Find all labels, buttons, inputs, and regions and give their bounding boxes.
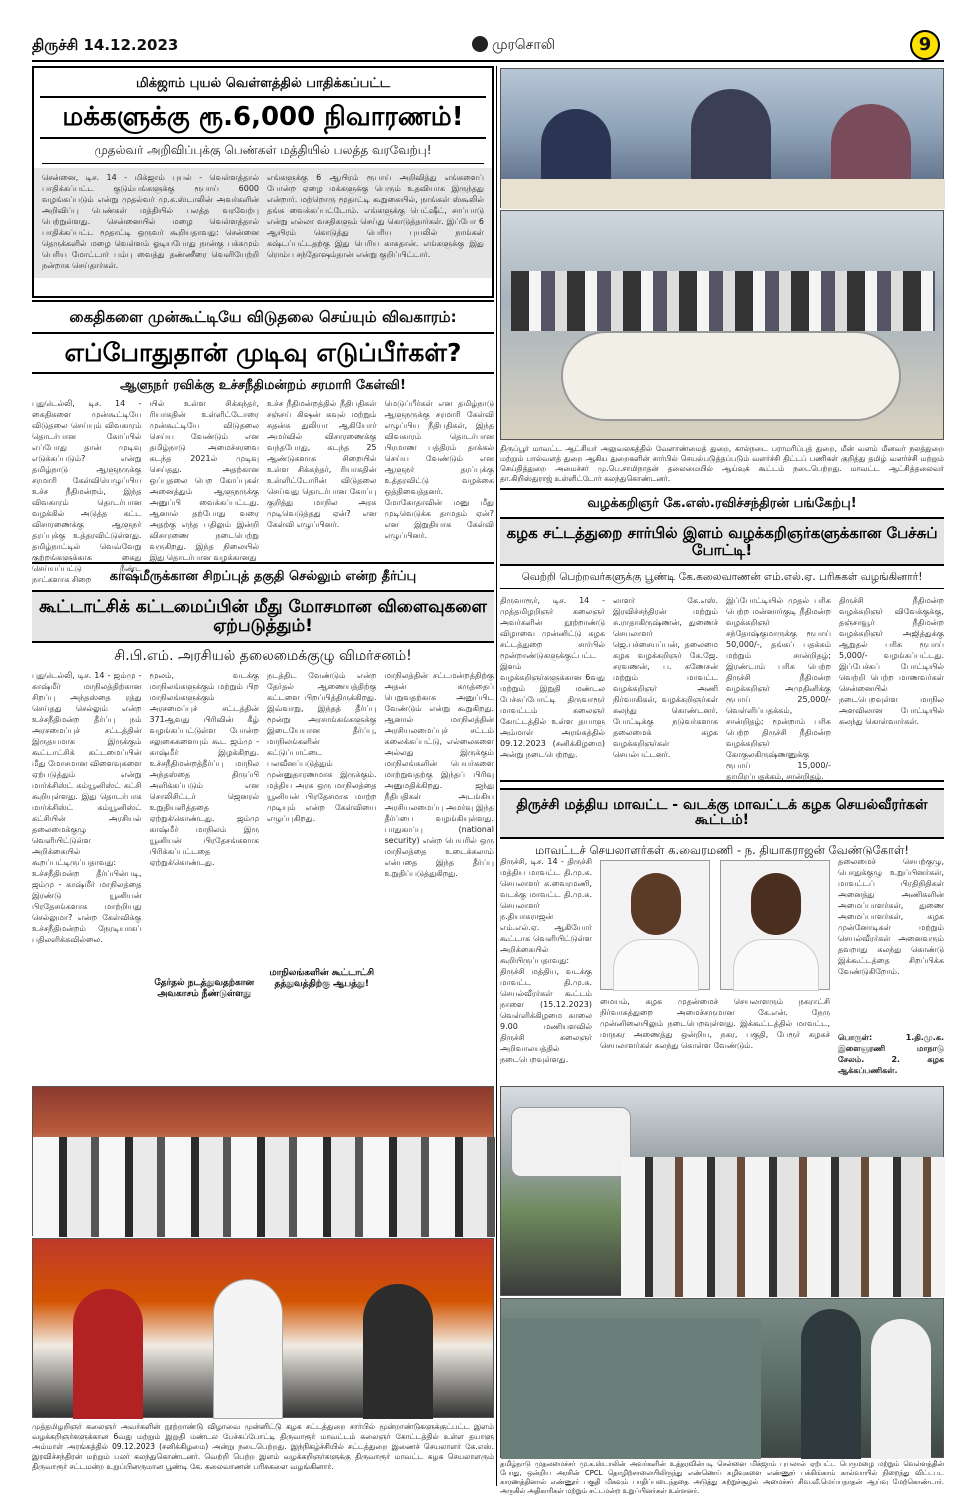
water-surface — [501, 1319, 761, 1459]
column-divider — [496, 66, 497, 1486]
person-silhouette — [801, 1309, 861, 1459]
debate-col-1: திருவாரூர், டிச. 14 - முத்தமிழறிஞர் கலைஞர் அவர்களின் நூற்றாண்டு விழாவை முன்னிட்டு கழக சட்டத்துறை சார்பில் மூன்றாண்டுகளுக்குட்பட்ட இளம் வழக்கறிஞர்களுக்கான 6வது மற்றும் இறுதி மண்டல பேச்சுப்போட்டி திருவாரூர் மாவட்டம் கலைஞர் கோட்டத்தில் உள்ள தயாளு அம்மாள் அரங்கத்தில் 09.12.2023 (சனிக்கிழமை) அன்று நடைபெற்றது. — [500, 596, 605, 759]
person-silhouette — [871, 1319, 931, 1459]
governor-col-1: புதுடெல்லி, டிச. 14 - கைதிகளை முன்கூட்டியே விடுதலை செய்யும் விவகாரம் தொடர்பான கோப்பில் எப்போது தான் முடிவு எடுக்கப்படும்? என்று தமிழ்நாடு ஆளுநருக்கு சரமாரி கேள்வியெழுப்பிய உச்ச நீதிமன்றம், இந்த விவகாரம் தொடர்பான வழக்கில் அடுத்த கட்ட விசாரணைக்கு ஆளுநர் தரப்புக்கு உத்தரவிட்டுள்ளது. தமிழ்நாட்டில் வெவ்வேறு குற்றங்களுக்காக கைது செய்யப்பட்டு நீண்ட நாட்களாக சிறை — [32, 398, 142, 584]
kashmir-columns — [32, 670, 494, 1100]
trichy-col-3: தலைமைச் செயற்குழு, பொதுக்குழு உறுப்பினர்கள், மாவட்டப் பிரதிநிதிகள் அனைத்து அணிகளின் அமைப்பாளர்கள், துணை அமைப்பாளர்கள், கழக முன்னோடிகள் மற்றும் செயல்வீரர்கள் அனைவரும் தவறாது கலந்து கொண்டு இக்கூட்டத்தை சிறப்பிக்க வேண்டுகிறோம். — [838, 857, 944, 976]
masthead — [32, 28, 944, 62]
person-silhouette — [73, 1289, 143, 1419]
debate-columns — [500, 595, 944, 791]
attendees-row — [511, 271, 935, 331]
inspection-caption: தமிழ்நாடு முதலமைச்சர் மு.க.ஸ்டாலின் அவர்களின் உத்தரவின்படி சென்னை மிக்ஜாம் புயலால் ஏற்பட்ட பெருமழை மற்றும் வெள்ளத்தின் போது, ஒன்றிய அரசின் CPCL தொழிற்சாலையிலிருந்து எண்ணெய் கழிவுகளை எண்ணூர் பக்கிங்காம் கால்வாயில் நிறைந்து விட்டபட காரணத்தினால் எண்ணூர் பகுதி மிகவும் பாதிப்படைந்ததை அடுத்து சுற்றுச்சூழல் அமைச்சர் சிவ.வீ.மெய்யநாதன் ஆய்வு மேற்கொண்டார். அருகில் அதிகாரிகள் மற்றும் சட்டமன்ற உறுப்பினர்கள் உள்ளனர். — [500, 1460, 944, 1495]
shirt-icon — [613, 939, 699, 991]
meeting-photo-bottom — [500, 210, 944, 440]
shirt-icon — [733, 939, 819, 991]
kashmir-col-1: புதுடெல்லி, டிச. 14 - ஜம்மு - காஷ்மீர் மாநிலத்திற்கான சிறப்பு அந்தஸ்தை ரத்து செய்தது செல்லும் என்ற உச்சநீதிமன்ற தீர்ப்பு நம் அரசமைப்புச் சட்டத்தின் இருதயமாக இருக்கும் கூட்டாட்சிக் கட்டமைப்பின் மீது மோசமான விளைவுகளை ஏற்படுத்தும் என்று மார்க்சிஸ்ட் கம்யூனிஸ்ட் கட்சி கூறியுள்ளது. இது தொடர்பாக மார்க்சிஸ்ட் கம்யூனிஸ்ட் கட்சியின் அரசியல் தலைமைக்குழு வெளியிட்டுள்ள அறிக்கையில் கூறப்பட்டிருப்பதாவது: உச்சநீதிமன்ற தீர்ப்பின்படி, ஜம்மு - காஷ்மீர் மாநிலத்தை இரண்டு யூனியன் பிரதேசங்களாக மாற்றியது செல்லுமா? என்ற கேள்விக்கு உச்சநீதிமன்றம் நேரடியாகப் பதிலளிக்கவில்லை. — [32, 671, 142, 945]
ceremony-photo-bottom — [32, 1238, 494, 1418]
kashmir-sidehead-2: மாநிலங்களின் கூட்டாட்சி தத்துவத்திற்கு ஆபத்து! — [269, 968, 375, 990]
meeting-photo-caption: திருப்பூர் மாவட்ட ஆட்சியர் அலுவலகத்தில் வேளாண்மைத் துறை, கால்நடை பராமரிப்புத் துறை, மீன் வளம் மீனவர் நலத்துறை மற்றும் பால்வளத் துறை ஆகிய துறைகளின் சார்பில் செயல்படுத்தப்படும் வளர்ச்சி திட்டப் பணிகள் குறித்து தமிழ் வளர்ச்சி மற்றும் செய்தித்துறை அமைச்சர் மு.பெ.சாமிநாதன் தலைமையில் ஆய்வுக் கூட்டம் நடைபெற்றது. மாவட்ட ஆட்சித்தலைவர் தா.கிறிஸ்துராஜ் உள்ளிட்டோர் கலந்துகொண்டனர். — [500, 444, 944, 483]
sun-logo-icon — [472, 36, 488, 52]
table-surface — [501, 179, 945, 209]
relief-col-1: சென்னை, டிச. 14 - மிக்ஜாம் புயல் - வெள்ளத்தால் பாதிக்கப்பட்ட குடும்பங்களுக்கு ரூபாய் 6000 வழங்கப்படும் என்று முதல்வர் மு.க.ஸ்டாலின் அவர்களின் அறிவிப்பு பெண்கள் மத்தியில் பலத்த வரவேற்பு பெற்றுள்ளது. சென்னையில் மழை வெள்ளத்தால் பாதிக்கப்பட்ட மூதாட்டி ஒருவர் கூறியதாவது: சென்னை தெருக்களில் மழை வெள்ளம் ஓடியபோது நான்கு பக்கமும் பெரிய மோட்டார் பம்பு வைத்து தண்ணீரை வெளியேற்றி நன்றாக செய்தார்கள். — [42, 172, 259, 270]
kashmir-col-3-wrap — [267, 670, 377, 1100]
trichy-col-2: மையம், கழக முதன்மைச் செயலாளரும் நகராட்சி நிர்வாகத்துறை அமைச்சருமான கே.என். நேரு முன்னிலையிலும் நடைபெறவுள்ளது. இக்கூட்டத்தில் மாவட்ட, மாநகர அணைத்து ஒன்றிய, நகர, பகுதி, பேரூர் கழகச் செயலாளர்கள் கலந்து கொள்ள வேண்டும். — [600, 997, 830, 1050]
governor-col-2: யில் உள்ள சிக்கந்தர், ரியாகதின் உள்ளிட்டோரை முன்கூட்டியே விடுதலை செய்ய வேண்டும் என தமிழ்நாடு அமைச்சரவை கடந்த 2021ல் முடிவு செய்தது. அதற்கான ஒப்புதலை பெற கோப்புகள் அனைத்தும் ஆளுநருக்கு அனுப்பி வைக்கப்பட்டது. ஆனால் தற்போது வரை அதற்கு எந்த பதிலும் இன்றி விசாரணை நடைபெற்று வருகிறது. இந்த நிலையில் இது தொடர்பான வழக்கானது — [149, 398, 259, 562]
relief-headline: மக்களுக்கு ரூ.6,000 நிவாரணம்! — [40, 96, 486, 139]
trichy-subhead: மாவட்டச் செயலாளர்கள் க.வைரமணி - ந. தியாகராஜன் வேண்டுகோள்! — [534, 842, 910, 857]
relief-subhead: முதல்வர் அறிவிப்புக்கு பெண்கள் மத்தியில் பலத்த வரவேற்பு! — [42, 143, 484, 164]
thiyagarajan-portrait — [720, 860, 830, 990]
debate-col-3: இப்போட்டியில் முதல் பரிசு பெற்ற மன்னார்குடி நீதிமன்ற வழக்கறிஞர் சந்தோஷ்குமாருக்கு ரூபாய் 50,000/-, தங்கப் பதக்கம் மற்றும் சான்றிதழ்; இரண்டாம் பரிசு பெற்ற திருச்சி நீதிமன்ற வழக்கறிஞர் அமுதினிக்கு ரூபாய் 25,000/- வெள்ளிப்பதக்கம், சான்றிதழ்; மூன்றாம் பரிசு பெற்ற திருச்சி நீதிமன்ற வழக்கறிஞர் கோகுலகிருஷ்ணனுக்கு ரூபாய் 15,000/- தாமிரப்பதக்கம், சான்றிதழ். — [726, 596, 831, 781]
inspection-photo-bottom — [500, 1298, 944, 1458]
relief-col-2: எங்களுக்கு 6 ஆயிரம் ரூபாய் அறிவித்து எங்களைப் போன்ற ஏழை மக்களுக்கு பெரும் உதவியாக இருந்தது என்றார். மற்றொரு மூதாட்டி கூறுகையில், நாங்கள் ஸ்கூலில் தங்க வைக்கப்பட்டோம். எங்களுக்கு பெட்ஷீட், சாப்பாடு என்று எல்லா வசதிகளும் செய்து கொடுத்தார்கள். இப்போ 6 ஆயிரம் கொடுத்து பெரிய புயலில் நாங்கள் கஷ்டப்பட்டதற்கு இது பெரிய காசுதான். எங்களுக்கு இது ரொம்ப சந்தோஷம்தான் என்று குறிப்பிட்டார். — [267, 172, 484, 259]
trichy-headline: திருச்சி மத்திய மாவட்ட - வடக்கு மாவட்டக் கழக செயல்வீரர்கள் கூட்டம்! — [500, 788, 944, 839]
debate-col-2: லாளர் கே.எஸ். இரவிச்சந்திரன் மற்றும் சு.ராதாகிருஷ்ணன், துணைச் செயலாளர் ஜெ.பச்சையப்பன், தலைமை கழக வழக்கறிஞர் கே.ஜே. சரவணன், ப. கணேசன் மற்றும் மாவட்ட வழக்கறிஞர் அணி நிர்வாகிகள், வழக்கறிஞர்கள் கலந்து கொண்டனர். போட்டிக்கு நடுவர்களாக தலைமைக் கழக வழக்கறிஞர்கள் செயல்பட்டனர். — [613, 596, 718, 759]
attendees-row — [33, 1137, 495, 1237]
ceremony-photo-top — [32, 1086, 494, 1236]
newspaper-name — [472, 36, 555, 55]
kashmir-article — [32, 562, 494, 1080]
trichy-agenda: பொருள்: 1.தி.மு.க. இளைஞரணி மாநாடு சேலம். 2. கழக ஆக்கப்பணிகள். — [838, 1033, 944, 1075]
governor-col-4: மெடுப்பீர்கள் என தமிழ்நாடு ஆளுநருக்கு சரமாரி கேள்வி எழுப்பிய நீதிபதிகள், இந்த விவகாரம் தொடர்பான பிரமாண பத்திரம் தாக்கல் செய்ய வேண்டும் என ஆளுநர் தரப்புக்கு உத்தரவிட்டு வழக்கை ஒத்திவைத்தனர். மோகோதாவின் மனு மீது முடிவெடுக்க தாமதம் ஏன்? என இறுதியாக கேள்வி எழுப்பினர். — [384, 398, 494, 540]
trichy-body — [500, 856, 944, 1076]
kashmir-col-2-wrap — [150, 670, 260, 1100]
person-silhouette — [363, 1284, 433, 1419]
kashmir-kicker: காஷ்மீருக்கான சிறப்புத் தகுதி செல்லும் என்ற தீர்ப்பு — [109, 569, 417, 584]
relief-kicker: மிக்ஜாம் புயல் வெள்ளத்தில் பாதிக்கப்பட்ட — [135, 76, 391, 91]
page-number-badge: 9 — [910, 30, 940, 60]
meeting-photo-top — [500, 68, 944, 208]
debate-headline: கழக சட்டத்துறை சார்பில் இளம் வழக்கறிஞர்களுக்கான பேச்சுப் போட்டி! — [500, 517, 944, 566]
kashmir-subhead: சி.பி.எம். அரசியல் தலைமைக்குழு விமர்சனம்! — [114, 648, 412, 665]
face-icon — [751, 873, 801, 935]
kashmir-col-3: நடத்திட வேண்டும் என்ற தேர்தல் ஆணையத்திற்கு கட்டளை பிறப்பித்திருக்கிறது. இவ்வாறு, இந்தத் தீர்ப்பு மூன்று அரசாங்கங்களுக்கு இடையேயான தீர்ப்பு, மாநிலங்களின் கட்டுப்பாட்டை பலவீனப்படுத்தும் முன்னுதாரணமாக இருக்கும். மத்திய அரசு ஒரு மாநிலத்தை யூனியன் பிரதேசமாக மாற்ற முடியும் என்ற கேள்வியை எழுப்புகிறது. — [267, 671, 377, 824]
governor-headline: எப்போதுதான் முடிவு எடுப்பீர்கள்? — [32, 332, 494, 374]
conference-table — [561, 331, 901, 421]
issue-date: திருச்சி 14.12.2023 — [32, 36, 179, 54]
kashmir-sidehead: தேர்தல் நடத்துவதற்கான அவகாசம் நீண்டுள்ளது — [154, 978, 255, 1000]
relief-article — [32, 66, 494, 298]
debate-article — [500, 488, 944, 781]
vehicle-shape — [511, 1107, 631, 1177]
debate-subhead: வெற்றி பெற்றவர்களுக்கு பூண்டி கே.கலைவாணன் எம்.எல்.ஏ. பரிசுகள் வழங்கினார்! — [500, 571, 944, 589]
kashmir-col-4: மாநிலத்தின் சட்டமன்றத்திற்கு அதன் கருத்தைப் பெறுவதற்காக அனுப்பிட வேண்டும் என்று கூறுகிறது. ஆனால் மாநிலத்தின் அரசியலமைப்புச் சட்டம் கலைக்கப்பட்டு, எல்லைகளை அல்லது இருக்கும் மாநிலங்களின் பெயர்களை மாற்றுவதற்கு இந்தப் பிரிவு அனுமதிக்கிறது. ஜந்து நீதிபதிகள் அடங்கிய அரசியலமைப்பு அமர்வு இந்த தீர்ப்பை வழங்கியுள்ளது. பாதுகாப்பு (national security) என்ற பெயரில் ஒரு மாநிலத்தை உடைக்கலாம் என்பதை இந்த தீர்ப்பு உறுதிப்படுத்துகிறது. — [384, 671, 494, 879]
governor-subhead: ஆளுநர் ரவிக்கு உச்சநீதிமன்றம் சரமாரி கேள்வி! — [120, 377, 406, 393]
vairamani-portrait — [600, 860, 710, 990]
person-silhouette — [213, 1279, 283, 1419]
kashmir-col-2: மூலம், வடக்கு மாநிலங்களுக்கும் மற்றும் பிற மாநிலங்களுக்கும் அரசமைப்புச் சட்டத்தின் 371ஆவது பிரிவின் கீழ் வழங்கப்பட்டுள்ள போன்ற சலுகைகளையும் கூட ஜம்மு - காஷ்மீர் இழக்கிறது. உச்சநீதிமன்றத்தீர்ப்பு மாநில அந்தஸ்தை திருப்பி அளிக்கப்படும் என சொலிசிட்டர் ஜெனரல் உறுதியளித்ததை ஏற்றுக்கொண்டது. ஜம்மு காஷ்மீர் மாநிலம் இரு யூனியன் பிரதேசங்களாக பிரிக்கப்பட்டதை ஏற்றுக்கொண்டது. — [149, 671, 259, 868]
face-icon — [631, 873, 681, 935]
ceremony-caption: முத்தமிழறிஞர் கலைஞர் அவர்களின் நூற்றாண்டு விழாவை முன்னிட்டு கழக சட்டத்துறை சார்பில் மூன்றாண்டுகளுக்குட்பட்ட இளம் வழக்கறிஞர்களுக்கான 6வது மற்றும் இறுதி மண்டல பேச்சுப்போட்டி திருவாரூர் மாவட்டம் கலைஞர் கோட்டத்தில் உள்ள தயாளு அம்மாள் அரங்கத்தில் 09.12.2023 (சனிக்கிழமை) அன்று நடைபெற்றது. இந்நிகழ்ச்சியில் சட்டத்துறை இணைச் செயலாளர் கே.எஸ். இரவிச்சந்திரன் மற்றும் பலர் கலந்துகொண்டனர். வெற்றி பெற்ற இளம் வழக்கறிஞர்களுக்கு திருவாரூர் மாவட்ட கழக செயலாளரும் திருவாரூர் சட்டமன்ற உறுப்பினருமான பூண்டி கே. கலைவாணன் பரிசுகளை வழங்கினார். — [32, 1422, 494, 1471]
debate-kicker: வழக்கறிஞர் கே.எஸ்.ரவிச்சந்திரன் பங்கேற்பு! — [587, 496, 857, 511]
paper-title: முரசொலி — [492, 37, 555, 53]
attendees-row — [621, 1157, 945, 1297]
relief-columns — [34, 168, 492, 278]
trichy-col-1: திருச்சி, டிச. 14 - திருச்சி மத்திய மாவட்ட தி.மு.க. செயலாளர் க.வைரமணி, வடக்கு மாவட்ட தி.மு.க. செயலாளர் ந.தியாகராஜன் எம்.எல்.ஏ. ஆகியோர் கூட்டாக வெளியிட்டுள்ள அறிக்கையில் கூறியிருப்பதாவது: திருச்சி மத்திய, வடக்கு மாவட்ட தி.மு.க. செயல்வீரர்கள் கூட்டம் நாளை (15.12.2023) வெள்ளிக்கிழமை காலை 9.00 மணியளவில் திருச்சி கலைஞர் அறிவாலயத்தில் நடைபெறவுள்ளது. — [500, 857, 592, 1064]
inspection-photo-top — [500, 1086, 944, 1296]
governor-col-3: உச்ச நீதிமன்றத்தில் நீதிபதிகள் சஞ்சய் கிஷன் கவுல் மற்றும் சுதன்சு துலியா ஆகியோர் அமர்வில் விசாரணைக்கு வந்தபோது, கடந்த 25 ஆண்டுகளாக சிறையில் உள்ள சிக்கந்தர், ரியாகதின் உள்ளிட்டோரின் விடுதலை செய்வது தொடர்பான கோப்பு குறித்து மாநில அரசு முடிவெடுத்தது ஏன்? என கேள்வி எழுப்பினர். — [267, 398, 377, 529]
trichy-article — [500, 780, 944, 1080]
debate-col-4: திருச்சி நீதிமன்ற வழக்கறிஞர் விவேக்குக்கு, தஞ்சாவூர் நீதிமன்ற வழக்கறிஞர் அஜித்துக்கு ஆறுதல் பரிசு ரூபாய் 5,000/- வழங்கப்பட்டது. இப்பேச்சுப் போட்டியில் வெற்றி பெற்ற மாணவர்கள் சென்னையில் நடைபெறவுள்ள மாநில அளவிலான போட்டியில் கலந்து கொள்வார்கள். — [839, 596, 944, 726]
kashmir-headline: கூட்டாட்சிக் கட்டமைப்பின் மீது மோசமான விளைவுகளை ஏற்படுத்தும்! — [32, 590, 494, 643]
governor-kicker: கைதிகளை முன்கூட்டியே விடுதலை செய்யும் விவகாரம்: — [69, 308, 457, 326]
